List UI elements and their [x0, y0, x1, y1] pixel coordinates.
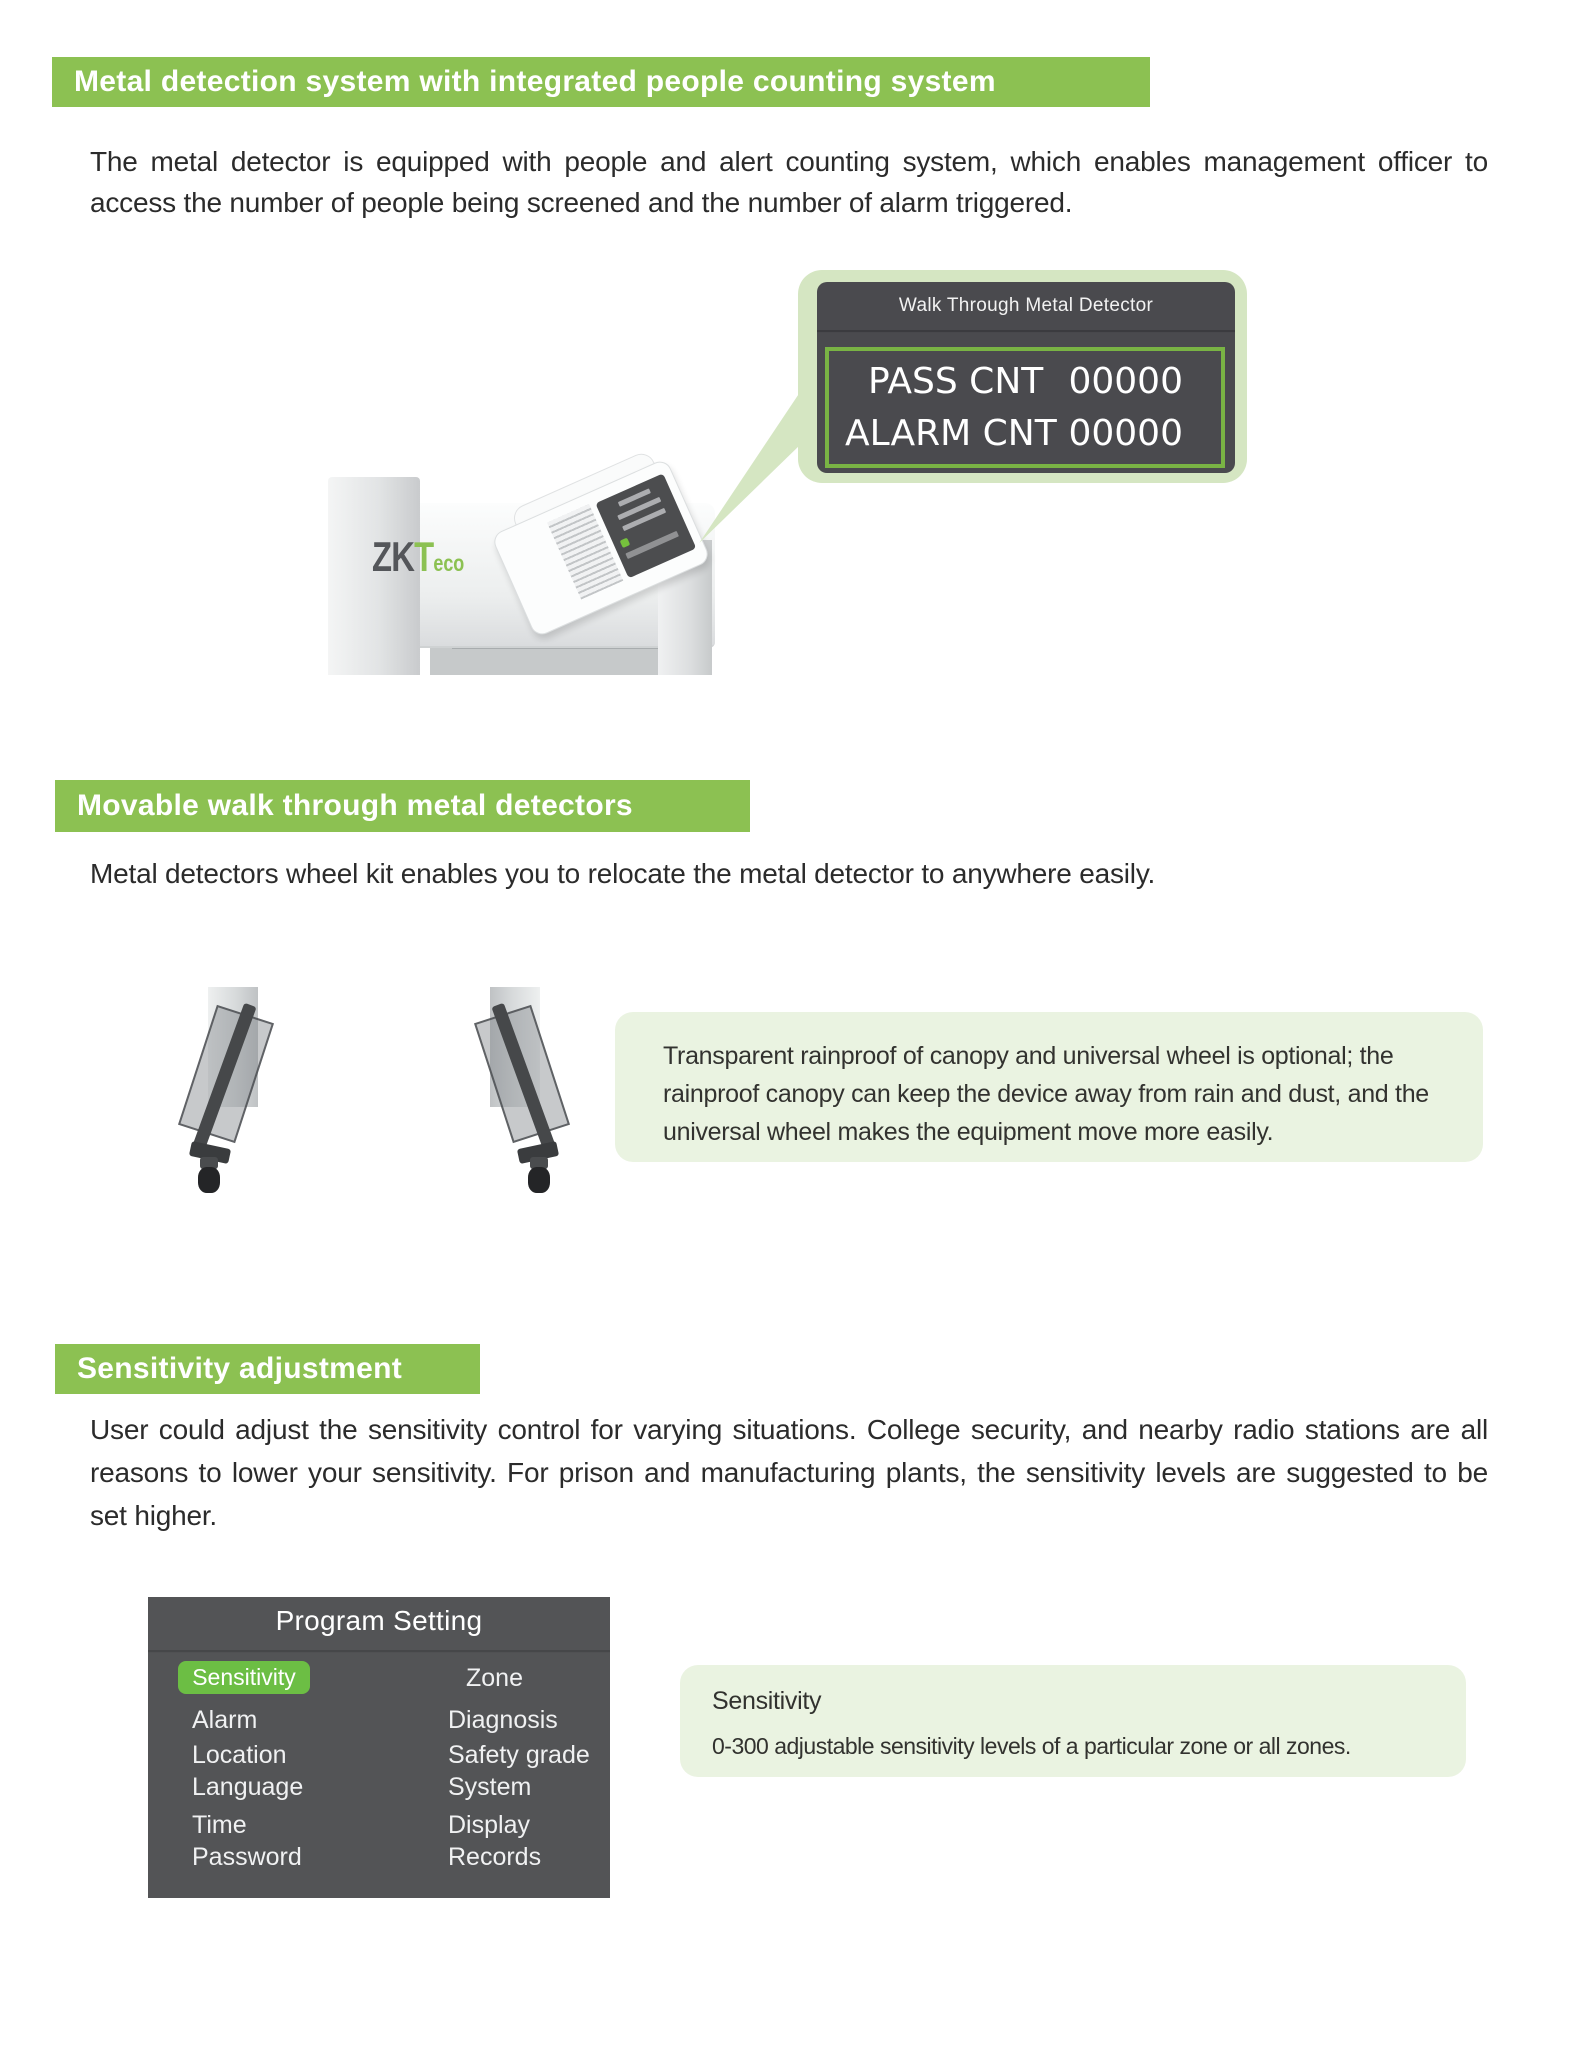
sensitivity-tip-title: Sensitivity — [712, 1687, 822, 1715]
caster-wheel — [528, 1167, 550, 1193]
section-banner-movable-detectors: Movable walk through metal detectors — [55, 780, 750, 832]
menu-item-time: Time — [192, 1811, 247, 1839]
zkteco-logo — [372, 533, 464, 581]
zkteco-logo-eco: eco — [433, 550, 465, 576]
menu-item-display: Display — [448, 1811, 530, 1839]
menu-item-zone: Zone — [466, 1664, 523, 1692]
alarm-count-label: ALARM CNT — [845, 412, 1057, 454]
menu-item-diagnosis: Diagnosis — [448, 1706, 558, 1734]
sensitivity-tip-text: 0-300 adjustable sensitivity levels of a particular zone or all zones. — [712, 1733, 1351, 1759]
menu-item-sensitivity-selected: Sensitivity — [178, 1661, 310, 1694]
caster-wheel — [198, 1167, 220, 1193]
program-setting-title: Program Setting — [275, 1605, 483, 1636]
rainproof-tip-box — [615, 1012, 1483, 1162]
menu-item-system: System — [448, 1773, 532, 1801]
sensitivity-paragraph: User could adjust the sensitivity control for varying situations. College security, and nearby radio stations are all reasons to lower your sensitivity. For prison and manufacturing plants, the sensitivity levels are suggested to be set higher. — [90, 1414, 1488, 1531]
menu-item-password: Password — [192, 1843, 302, 1871]
pass-count-row — [829, 361, 1221, 402]
alarm-count-row — [829, 413, 1221, 454]
lcd-counter-box — [825, 347, 1225, 468]
people-counting-paragraph: The metal detector is equipped with people and alert counting system, which enables management officer to access the number of people being screened and the number of alarm triggered. — [90, 146, 1488, 218]
rainproof-tip-text: Transparent rainproof of canopy and universal wheel is optional; the rainproof canopy can keep the device away from rain and dust, and the universal wheel makes the equipment move more easily. — [663, 1042, 1429, 1146]
wheel-kit-photo-right — [428, 975, 578, 1210]
section-banner-sensitivity: Sensitivity adjustment — [55, 1344, 480, 1394]
menu-item-location: Location — [192, 1741, 287, 1769]
zkteco-logo-zk: ZK — [372, 533, 415, 580]
lcd-title: Walk Through Metal Detector — [898, 295, 1154, 316]
keypad-keys-row — [625, 531, 679, 559]
alarm-count-value: 00000 — [1068, 412, 1183, 454]
menu-item-safety-grade: Safety grade — [448, 1741, 590, 1769]
menu-item-alarm: Alarm — [192, 1706, 258, 1734]
program-setting-divider — [148, 1650, 610, 1653]
lcd-display-panel — [817, 282, 1235, 473]
zkteco-logo-t: T — [414, 533, 434, 580]
keypad-green-led — [620, 538, 631, 549]
wheel-kit-photo-left — [170, 975, 320, 1210]
menu-item-records: Records — [448, 1843, 542, 1871]
menu-item-language: Language — [192, 1773, 304, 1801]
program-setting-panel — [148, 1597, 610, 1898]
pass-count-label: PASS CNT — [868, 361, 1044, 403]
section-banner-people-counting: Metal detection system with integrated people counting system — [52, 57, 1150, 107]
sensitivity-tip-box — [680, 1665, 1466, 1777]
pass-count-value: 00000 — [1068, 361, 1183, 403]
movable-paragraph: Metal detectors wheel kit enables you to relocate the metal detector to anywhere easily. — [90, 858, 1156, 889]
lcd-divider — [817, 330, 1235, 333]
